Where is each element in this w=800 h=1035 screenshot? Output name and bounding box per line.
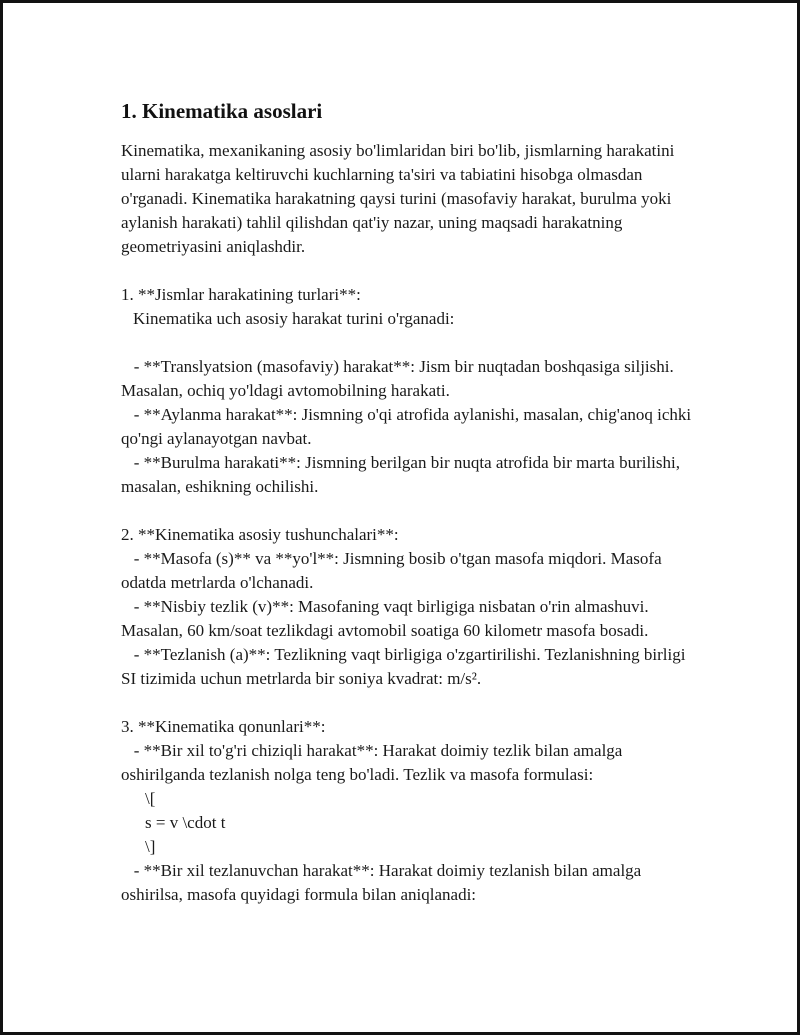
formula-close: \] [145, 837, 156, 856]
section1-heading: 1. **Jismlar harakatining turlari**: [121, 285, 361, 304]
section3-item-accelerated-motion: - **Bir xil tezlanuvchan harakat**: Harakat doimiy tezlanish bilan amalga oshirilsa, masofa quyidagi formula bilan aniqlanadi: [121, 861, 646, 904]
section3-item-uniform-motion: - **Bir xil to'g'ri chiziqli harakat**: Harakat doimiy tezlik bilan amalga oshirilganda tezlanish nolga teng bo'ladi. Tezlik va masofa formulasi: [121, 741, 627, 784]
spacer [121, 499, 701, 523]
section1-item-translation: - **Translyatsion (masofaviy) harakat**: Jism bir nuqtadan boshqasiga siljishi. Masalan, ochiq yo'ldagi avtomobilning harakati. [121, 357, 678, 400]
document-content [121, 97, 701, 907]
section2-item-distance: - **Masofa (s)** va **yo'l**: Jismning bosib o'tgan masofa miqdori. Masofa odatda metrlarda o'lchanadi. [121, 549, 666, 592]
spacer [121, 259, 701, 283]
section2-item-velocity: - **Nisbiy tezlik (v)**: Masofaning vaqt birligiga nisbatan o'rin almashuvi. Masalan, 60 km/soat tezlikdagi avtomobil soatiga 60 kilometr masofa bosadi. [121, 597, 653, 640]
document-title: 1. Kinematika asoslari [121, 99, 323, 123]
section3-heading: 3. **Kinematika qonunlari**: [121, 717, 326, 736]
intro-paragraph: Kinematika, mexanikaning asosiy bo'limlaridan biri bo'lib, jismlarning harakatini ularni harakatga keltiruvchi kuchlarning ta'siri va tabiatini hisobga olmasdan o'rganadi. Kinematika harakatning qaysi turini (masofaviy harakat, burulma yoki aylanish harakati) tahlil qilishdan qat'iy nazar, uning maqsadi harakatning geometriyasini aniqlashdir. [121, 141, 679, 256]
formula-line: s = v \cdot t [145, 813, 226, 832]
section2-heading: 2. **Kinematika asosiy tushunchalari**: [121, 525, 399, 544]
section1-item-turning: - **Burulma harakati**: Jismning berilgan bir nuqta atrofida bir marta burilishi, masalan, eshikning ochilishi. [121, 453, 685, 496]
section2-item-acceleration: - **Tezlanish (a)**: Tezlikning vaqt birligiga o'zgartirilishi. Tezlanishning birligi SI tizimida uchun metrlarda bir soniya kvadrat: m/s². [121, 645, 690, 688]
spacer [121, 331, 701, 355]
section1-lead: Kinematika uch asosiy harakat turini o'rganadi: [133, 309, 455, 328]
formula-open: \[ [145, 789, 156, 808]
spacer [121, 691, 701, 715]
section1-item-rotation: - **Aylanma harakat**: Jismning o'qi atrofida aylanishi, masalan, chig'anoq ichki qo'ngi aylanayotgan navbat. [121, 405, 696, 448]
